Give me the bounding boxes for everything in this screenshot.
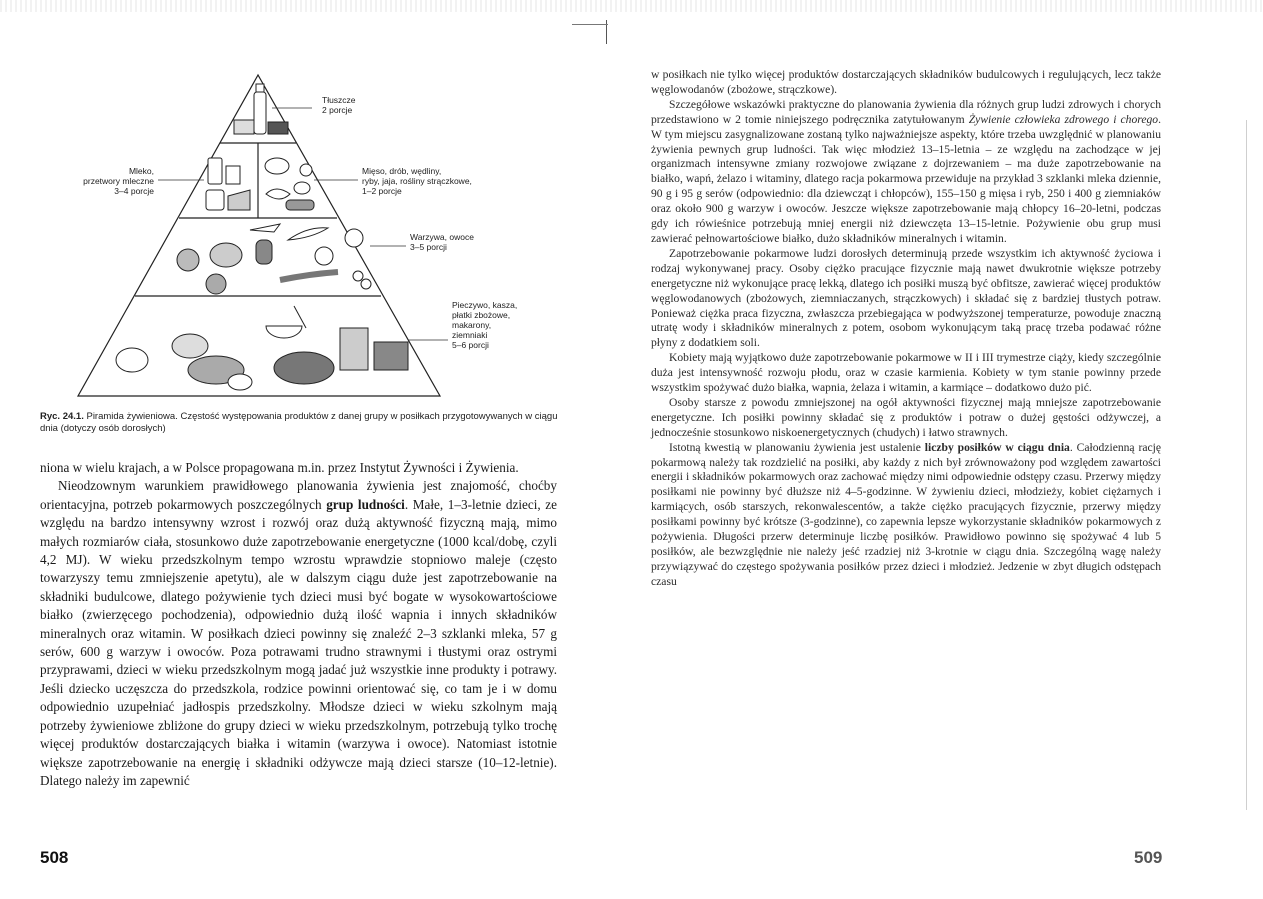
potatoes-icon	[116, 348, 148, 372]
cheese-wedge-icon	[228, 190, 250, 210]
figure-caption	[40, 411, 560, 435]
left-p2-text-a: Nieodzownym warunkiem prawidłowego planowania żywienia jest znajomość, choćby orientacyjna, potrzeb pokarmowych poszczególnych	[40, 478, 557, 512]
left-page-body	[40, 459, 557, 790]
pretzel-icon	[172, 334, 208, 358]
chicken-icon	[265, 158, 289, 174]
yogurt-cup-icon	[206, 190, 224, 210]
right-p2-text-a: Szczegółowe wskazówki praktyczne do planowania żywienia dla różnych grup ludzi zdrowych i chorych przedstawiono w 2 tomie niniejszego podręcznika zatytułowanym	[651, 97, 1161, 126]
right-paragraph-4: Kobiety mają wyjątkowo duże zapotrzebowanie pokarmowe w II i III trymestrze ciąży, kiedy szczególnie duża jest intensywność rozwoju płodu, oraz w czasie karmienia. Kobiety w tym stanie powinny przede wszystkim spożywać dużo białka, wapnia, żelaza i witamin, a karmiące – dodatkowo dużo pić.	[651, 351, 1161, 395]
pea-icon	[300, 164, 312, 176]
right-paragraph-2	[651, 98, 1161, 247]
tomato-icon	[177, 249, 199, 271]
left-p2-bold-term: grup ludności	[326, 496, 405, 512]
grape-icon-1	[353, 271, 363, 281]
margarine-icon	[268, 122, 288, 134]
caption-lead: Ryc. 24.1.	[40, 411, 84, 422]
pasta-plate-icon	[274, 352, 334, 384]
egg-icon	[294, 182, 310, 194]
page-edge-right	[1246, 120, 1247, 810]
label-fats: Tłuszcze 2 porcje	[322, 95, 356, 115]
right-paragraph-6	[651, 441, 1161, 590]
orange-icon	[345, 229, 363, 247]
sausage-icon	[286, 200, 314, 210]
apple-icon	[315, 247, 333, 265]
spoon-icon	[294, 306, 306, 328]
vegetables-tier-items	[177, 224, 371, 294]
right-paragraph-3: Zapotrzebowanie pokarmowe ludzi dorosłych determinują przede wszystkim ich aktywność życiowa i rodzaj wykonywanej pracy. Osoby ciężko pracujące fizycznie mają nawet dwukrotnie większe potrzeby energetyczne niż wykonujące pracę lekką, dlatego ich posiłki muszą być obfitsze, zawierać więcej produktów węglowodanowych (zbożowych, ziemniaczanych, strączkowych) i składać się z bardziej tłustych potraw. Ponieważ ciężka praca fizyczna, zwłaszcza przebiegająca w podwyższonej temperaturze, powoduje znaczną utratę wody i składników mineralnych z potem, osobom wykonującym taką pracę trzeba podawać różne płyny z dodatkiem soli.	[651, 246, 1161, 350]
label-grains: Pieczywo, kasza, płatki zbożowe, makarony, ziemniaki 5–6 porcji	[452, 300, 518, 350]
fats-tier-items	[234, 84, 288, 134]
carrot-icon	[250, 224, 280, 232]
food-pyramid-drawing	[40, 70, 570, 410]
food-pyramid-figure	[40, 70, 570, 410]
caption-text: Piramida żywieniowa. Częstość występowania produktów z danej grupy w posiłkach przygotowywanych w ciągu dnia (dotyczy osób dorosłych)	[40, 411, 558, 434]
cereal-bowl-icon	[266, 326, 302, 338]
label-meat: Mięso, drób, wędliny, ryby, jaja, rośliny strączkowe, 1–2 porcje	[362, 166, 472, 196]
leader-lines	[158, 108, 448, 340]
flakes-box-icon	[374, 342, 408, 370]
oil-bottle-icon	[254, 92, 266, 134]
right-p2-text-b: . W tym miejscu zasygnalizowane zostaną tylko najważniejsze aspekty, które trzeba uwzględnić w planowaniu żywienia pewnych grup ludności. Tak więc młodzież 13–15-letnia – ze względu na zachodzące w jej organizmach intensywne zmiany rozwojowe związane z dojrzewaniem – ma duże zapotrzebowanie na białko, wapń, żelazo i witaminy, dlatego racja pokarmowa przewiduje na przykład 3 szklanki mleka dziennie, 90 g i 95 g serów (odpowiednio: dla dziewcząt i chłopców), 155–150 g mięsa i ryb, 250 i 400 g ziemniaków oraz około 900 g warzyw i owoców. Jeszcze większe zapotrzebowanie mają chłopcy 16–20-letni, podczas gdy ich rówieśnice potrzebują mniej energii niż dziewczęta 13–15-letnie. Pożywienie obu grup musi zawierać pełnowartościowe białko, dużo składników mineralnych i witamin.	[651, 112, 1161, 245]
cucumber-icon	[288, 228, 328, 240]
milk-bottle-icon	[208, 158, 222, 184]
gutter-tick	[572, 24, 608, 25]
page-number-right: 509	[1134, 848, 1163, 867]
fish-icon	[266, 189, 290, 199]
grape-icon-2	[361, 279, 371, 289]
lettuce-icon	[206, 274, 226, 294]
right-paragraph-5: Osoby starsze z powodu zmniejszonej na ogół aktywności fizycznej mają mniejsze zapotrzebowanie energetyczne. Ich posiłki powinny składać się z produktów i potraw o dużej gęstości odżywczej, a jednocześnie stosunkowo niskoenergetycznych (chudych) i łatwo strawnych.	[651, 395, 1161, 439]
pepper-icon	[256, 240, 272, 264]
right-p6-text-a: Istotną kwestią w planowaniu żywienia jest ustalenie	[669, 440, 925, 454]
left-paragraph-1: niona w wielu krajach, a w Polsce propagowana m.in. przez Instytut Żywności i Żywienia.	[40, 460, 519, 475]
right-page-body	[651, 68, 1161, 590]
left-p2-text-b: . Małe, 1–3-letnie dzieci, ze względu na bardzo intensywny wzrost i rozwój oraz dużą aktywność fizyczną mają, mimo małych rozmiarów ciała, stosunkowo duże zapotrzebowanie energetyczne (1000 kcal/dobę, czyli 4,2 MJ). W wieku przedszkolnym tempo wzrostu wprawdzie stopniowo maleje (często towarzyszy temu zmniejszenie apetytu), ale w dalszym ciągu duże jest zapotrzebowanie na składniki budulcowe, dlatego pożywienie tych dzieci musi być bogate w wysokowartościowe białko (zwierzęcego pochodzenia), odpowiednio dużą ilość wapnia i innych składników mineralnych oraz witamin. W posiłkach dzieci powinny się znaleźć 2–3 szklanki mleka, 57 g serów, 600 g warzyw i owoców. Poza potrawami trudno strawnymi i tłustymi oraz ostrymi przyprawami, dzieci w wieku przedszkolnym mogą jadać już wszystkie inne produkty i potrawy. Jeśli dziecko uczęszcza do przedszkola, rodzice powinni orientować się, co tam je i w domu odpowiednio uzupełniać jadłospis przedszkolny. Młodsze dzieci w wieku szkolnym mają potrzeby żywieniowe zbliżone do grupy dzieci w wieku przedszkolnym, potrzebują tylko trochę więcej produktów dostarczających białka i witamin (warzywa i owoce). Natomiast istotnie większe zapotrzebowanie na energię i składniki odżywcze mają dzieci starsze (10–12-letnie). Dlatego należy im zapewnić	[40, 496, 557, 788]
right-p6-bold-term: liczby posiłków w ciągu dnia	[924, 440, 1070, 454]
page-number-left: 508	[40, 848, 69, 867]
oil-bottle-cap-icon	[256, 84, 264, 92]
left-paragraph-2	[40, 477, 557, 790]
bun-icon	[228, 374, 252, 390]
right-p2-book-title: Żywienie człowieka zdrowego i chorego	[968, 112, 1159, 126]
cabbage-icon	[210, 243, 242, 267]
scan-artifact-top	[0, 0, 1263, 12]
milk-carton-icon	[226, 166, 240, 184]
right-paragraph-1: w posiłkach nie tylko więcej produktów dostarczających składników budulcowych i regulujących, lecz także węglowodanów (zbożowe, strączkowe).	[651, 68, 1161, 96]
label-dairy: Mleko, przetwory mleczne 3–4 porcje	[83, 166, 154, 196]
label-vegetables: Warzywa, owoce 3–5 porcji	[410, 232, 474, 252]
butter-icon	[234, 120, 254, 134]
cereal-box-icon	[340, 328, 368, 370]
protein-tier-items	[206, 158, 314, 210]
grains-tier-items	[116, 306, 408, 390]
banana-icon	[280, 272, 338, 280]
right-p6-text-b: . Całodzienną rację pokarmową należy tak rozdzielić na posiłki, aby każdy z nich był zrównoważony pod względem zawartości energii i składników pokarmowych oraz zachować między nimi odpowiednie odstępy czasu. Przerwy między posiłkami nie powinny być dłuższe niż 4–5-godzinne. W żywieniu dzieci, młodzieży, kobiet ciężarnych i karmiących, osób starszych, rekonwalescentów, a także ciężko pracujących fizycznie, przerwy między posiłkami powinny być krótsze (3-godzinne), co zapewnia lepsze wykorzystanie składników pokarmowych z pożywienia. Długości przerw determinuje liczbę posiłków. Prawidłowo powinno się spożywać 4 lub 5 posiłków, ale bezwzględnie nie należy jeść rzadziej niż 3-krotnie w ciągu dnia. Szczególną wagę należy przywiązywać do częstego spożywania posiłków przez dzieci i młodzież. Jedzenie w zbyt długich odstępach czasu	[651, 440, 1161, 588]
